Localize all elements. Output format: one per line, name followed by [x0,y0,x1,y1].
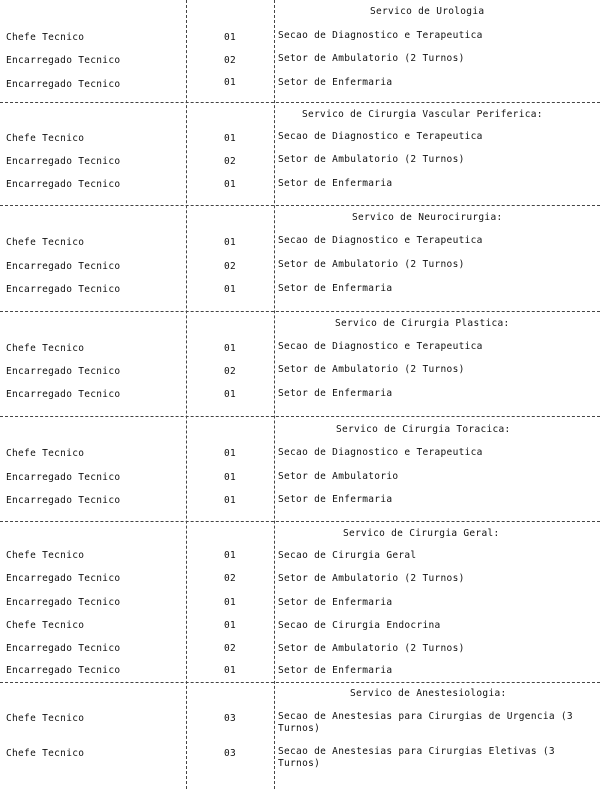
row-role: Encarregado Tecnico [6,495,121,506]
row-qty: 02 [224,55,237,66]
section-divider [0,682,600,683]
row-role: Encarregado Tecnico [6,472,121,483]
row-role: Chefe Tecnico [6,448,85,459]
row-role: Chefe Tecnico [6,32,85,43]
row-dept: Setor de Ambulatorio [278,471,399,482]
row-dept: Setor de Ambulatorio (2 Turnos) [278,259,465,270]
row-qty: 02 [224,643,237,654]
row-dept: Setor de Enfermaria [278,494,393,505]
row-qty: 01 [224,665,237,676]
row-dept: Secao de Diagnostico e Terapeutica [278,30,483,41]
row-qty: 01 [224,237,237,248]
row-qty: 01 [224,284,237,295]
row-role: Chefe Tecnico [6,237,85,248]
row-role: Encarregado Tecnico [6,389,121,400]
row-qty: 01 [224,550,237,561]
row-dept: Setor de Enfermaria [278,597,393,608]
row-dept: Setor de Ambulatorio (2 Turnos) [278,364,465,375]
row-qty: 01 [224,495,237,506]
row-role: Encarregado Tecnico [6,55,121,66]
row-role: Encarregado Tecnico [6,179,121,190]
row-role: Encarregado Tecnico [6,643,121,654]
row-qty: 01 [224,620,237,631]
row-role: Chefe Tecnico [6,550,85,561]
row-dept: Setor de Enfermaria [278,388,393,399]
row-qty: 01 [224,133,237,144]
row-role: Chefe Tecnico [6,748,85,759]
row-role: Chefe Tecnico [6,713,85,724]
row-dept: Setor de Ambulatorio (2 Turnos) [278,154,465,165]
section-header: Servico de Cirurgia Toracica: [336,424,511,435]
row-dept: Secao de Cirurgia Geral [278,550,417,561]
row-qty: 01 [224,179,237,190]
row-qty: 03 [224,748,237,759]
row-qty: 01 [224,597,237,608]
column-divider-2 [274,0,275,789]
row-role: Chefe Tecnico [6,620,85,631]
column-divider-1 [186,0,187,789]
row-dept: Setor de Enfermaria [278,178,393,189]
row-role: Encarregado Tecnico [6,284,121,295]
row-dept: Setor de Ambulatorio (2 Turnos) [278,573,465,584]
row-role: Encarregado Tecnico [6,366,121,377]
row-dept: Setor de Ambulatorio (2 Turnos) [278,53,465,64]
row-dept: Setor de Enfermaria [278,665,393,676]
row-role: Encarregado Tecnico [6,261,121,272]
section-divider [0,205,600,206]
row-dept: Setor de Enfermaria [278,283,393,294]
row-dept: Secao de Diagnostico e Terapeutica [278,341,483,352]
row-role: Encarregado Tecnico [6,573,121,584]
section-divider [0,311,600,312]
section-header: Servico de Cirurgia Vascular Periferica: [302,109,543,120]
row-role: Chefe Tecnico [6,343,85,354]
row-role: Encarregado Tecnico [6,156,121,167]
section-header: Servico de Cirurgia Geral: [343,528,500,539]
row-qty: 02 [224,156,237,167]
row-qty: 01 [224,343,237,354]
row-qty: 02 [224,366,237,377]
section-header: Servico de Cirurgia Plastica: [335,318,510,329]
row-role: Chefe Tecnico [6,133,85,144]
row-dept: Secao de Diagnostico e Terapeutica [278,131,483,142]
section-header: Servico de Neurocirurgia: [352,212,503,223]
section-header: Servico de Urologia [370,6,485,17]
row-dept: Secao de Anestesias para Cirurgias Eletivas (3 Turnos) [278,746,555,769]
row-role: Encarregado Tecnico [6,79,121,90]
row-dept: Secao de Diagnostico e Terapeutica [278,447,483,458]
row-qty: 01 [224,32,237,43]
row-dept: Secao de Anestesias para Cirurgias de Urgencia (3 Turnos) [278,711,573,734]
row-dept: Secao de Cirurgia Endocrina [278,620,441,631]
row-qty: 03 [224,713,237,724]
row-qty: 01 [224,77,237,88]
row-qty: 02 [224,573,237,584]
row-qty: 01 [224,389,237,400]
row-role: Encarregado Tecnico [6,597,121,608]
row-qty: 01 [224,472,237,483]
row-dept: Secao de Diagnostico e Terapeutica [278,235,483,246]
row-qty: 02 [224,261,237,272]
row-role: Encarregado Tecnico [6,665,121,676]
row-qty: 01 [224,448,237,459]
section-header: Servico de Anestesiologia: [350,688,507,699]
row-dept: Setor de Enfermaria [278,77,393,88]
row-dept: Setor de Ambulatorio (2 Turnos) [278,643,465,654]
section-divider [0,416,600,417]
section-divider [0,521,600,522]
section-divider [0,102,600,103]
